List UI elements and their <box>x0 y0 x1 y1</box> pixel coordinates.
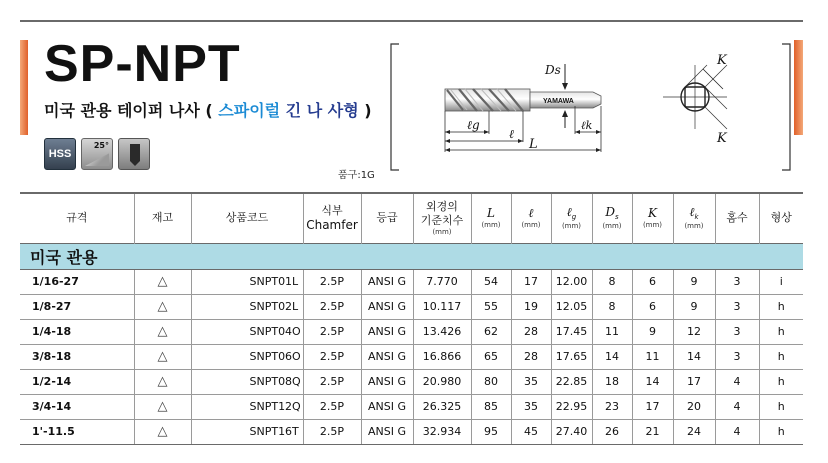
cell-ds: 8 <box>592 269 632 294</box>
cell-grade: ANSI G <box>361 419 413 444</box>
cell-chamfer: 2.5P <box>303 419 361 444</box>
cell-lk: 14 <box>673 344 715 369</box>
cell-lk: 17 <box>673 369 715 394</box>
cell-grade: ANSI G <box>361 344 413 369</box>
cell-pitch: 7.770 <box>413 269 471 294</box>
cell-lg: 12.00 <box>551 269 592 294</box>
cell-stock: △ <box>134 319 191 344</box>
cell-pitch: 32.934 <box>413 419 471 444</box>
hss-material-icon <box>44 138 76 170</box>
cell-shape: h <box>759 369 803 394</box>
header-size: 규격 <box>20 193 134 243</box>
cell-lg: 22.85 <box>551 369 592 394</box>
brand-label: YAMAWA <box>543 98 574 105</box>
helix-angle-label: 25° <box>93 141 109 150</box>
cell-lk: 12 <box>673 319 715 344</box>
top-rule <box>20 20 803 22</box>
header-lk: ℓ$_k$ (mm) <box>673 193 715 243</box>
table-row <box>20 419 803 444</box>
cell-ds: 11 <box>592 319 632 344</box>
subtitle-spiral: 스파이럴 <box>218 101 281 120</box>
cell-lk: 9 <box>673 269 715 294</box>
cell-chamfer: 2.5P <box>303 344 361 369</box>
cell-stock: △ <box>134 344 191 369</box>
cell-code: SNPT16T <box>191 419 303 444</box>
feature-badges <box>44 138 150 170</box>
cell-ds: 23 <box>592 394 632 419</box>
right-bracket <box>782 44 790 170</box>
cell-pitch: 16.866 <box>413 344 471 369</box>
cell-grade: ANSI G <box>361 369 413 394</box>
header-l: ℓ (mm) <box>511 193 551 243</box>
wedge-shape <box>85 148 109 166</box>
header-lg: ℓ$_g$ (mm) <box>551 193 592 243</box>
cell-k: 21 <box>632 419 673 444</box>
cell-L: 55 <box>471 294 511 319</box>
cell-pitch: 13.426 <box>413 319 471 344</box>
accent-bar-right <box>794 40 803 135</box>
product-mark: 품구:1G <box>338 170 375 181</box>
lg-label: ℓg <box>467 118 480 132</box>
cell-L: 80 <box>471 369 511 394</box>
cell-stock: △ <box>134 294 191 319</box>
cell-stock: △ <box>134 394 191 419</box>
cell-lg: 22.95 <box>551 394 592 419</box>
cell-k: 6 <box>632 269 673 294</box>
cell-shape: h <box>759 419 803 444</box>
cell-chamfer: 2.5P <box>303 294 361 319</box>
cell-code: SNPT01L <box>191 269 303 294</box>
cell-lg: 17.45 <box>551 319 592 344</box>
cell-flutes: 4 <box>715 369 759 394</box>
hole-shape <box>130 144 140 161</box>
cell-L: 65 <box>471 344 511 369</box>
header-pitch: 외경의 기준치수 (mm) <box>413 193 471 243</box>
cell-ds: 14 <box>592 344 632 369</box>
helix-angle-icon <box>81 138 113 170</box>
k-bottom-label: K <box>717 131 727 146</box>
cell-size: 3/4-14 <box>20 394 134 419</box>
cell-stock: △ <box>134 369 191 394</box>
square-drive-icon <box>663 65 727 129</box>
header-code: 상품코드 <box>191 193 303 243</box>
table-row <box>20 294 803 319</box>
cell-code: SNPT06O <box>191 344 303 369</box>
ds-label: Ds <box>545 63 561 77</box>
header-L: L (mm) <box>471 193 511 243</box>
hole-tip-shape <box>130 161 140 166</box>
cell-pitch: 20.980 <box>413 369 471 394</box>
tap-diagram <box>385 42 795 172</box>
header-k: K (mm) <box>632 193 673 243</box>
tap-icon <box>445 89 601 111</box>
cell-lk: 24 <box>673 419 715 444</box>
cell-L: 62 <box>471 319 511 344</box>
cell-code: SNPT08Q <box>191 369 303 394</box>
cell-k: 17 <box>632 394 673 419</box>
cell-shape: h <box>759 294 803 319</box>
cell-chamfer: 2.5P <box>303 319 361 344</box>
table-row <box>20 269 803 294</box>
cell-ds: 18 <box>592 369 632 394</box>
cell-size: 1/16-27 <box>20 269 134 294</box>
cell-pitch: 10.117 <box>413 294 471 319</box>
blind-hole-icon <box>118 138 150 170</box>
cell-shape: h <box>759 394 803 419</box>
cell-grade: ANSI G <box>361 319 413 344</box>
header-grade: 등급 <box>361 193 413 243</box>
cell-code: SNPT12Q <box>191 394 303 419</box>
k-top-label: K <box>717 53 727 68</box>
cell-grade: ANSI G <box>361 294 413 319</box>
cell-chamfer: 2.5P <box>303 369 361 394</box>
cell-k: 14 <box>632 369 673 394</box>
cell-code: SNPT04O <box>191 319 303 344</box>
cell-ds: 26 <box>592 419 632 444</box>
cell-lk: 20 <box>673 394 715 419</box>
table-row <box>20 344 803 369</box>
accent-bar-left <box>20 40 28 135</box>
cell-l: 35 <box>511 369 551 394</box>
cell-l: 28 <box>511 319 551 344</box>
section-label: 미국 관용 <box>20 243 803 269</box>
cell-flutes: 3 <box>715 269 759 294</box>
cell-l: 17 <box>511 269 551 294</box>
cell-l: 28 <box>511 344 551 369</box>
cell-lk: 9 <box>673 294 715 319</box>
product-subtitle <box>44 98 372 121</box>
cell-size: 1/8-27 <box>20 294 134 319</box>
table-row <box>20 369 803 394</box>
left-bracket <box>391 44 399 170</box>
subtitle-end: ) <box>364 101 372 120</box>
product-title: SP-NPT <box>44 35 241 93</box>
cell-size: 3/8-18 <box>20 344 134 369</box>
subtitle-main: 미국 관용 테이퍼 나사 ( <box>44 101 213 120</box>
section-row <box>20 243 803 269</box>
cell-shape: h <box>759 344 803 369</box>
cell-flutes: 4 <box>715 419 759 444</box>
cell-stock: △ <box>134 419 191 444</box>
cell-shape: i <box>759 269 803 294</box>
cell-lg: 17.65 <box>551 344 592 369</box>
hss-label: HSS <box>48 148 72 160</box>
table-row <box>20 394 803 419</box>
cell-l: 45 <box>511 419 551 444</box>
cell-flutes: 3 <box>715 294 759 319</box>
cell-L: 95 <box>471 419 511 444</box>
cell-code: SNPT02L <box>191 294 303 319</box>
spec-table <box>20 192 803 445</box>
cell-L: 54 <box>471 269 511 294</box>
cell-ds: 8 <box>592 294 632 319</box>
header-chamfer: 식부 Chamfer <box>303 193 361 243</box>
header-flutes: 홈수 <box>715 193 759 243</box>
cell-grade: ANSI G <box>361 394 413 419</box>
table-header-row <box>20 193 803 243</box>
subtitle-long-thread: 긴 나 사형 <box>285 101 359 120</box>
cell-size: 1/4-18 <box>20 319 134 344</box>
cell-flutes: 3 <box>715 319 759 344</box>
cell-l: 35 <box>511 394 551 419</box>
cell-lg: 12.05 <box>551 294 592 319</box>
cell-shape: h <box>759 319 803 344</box>
cell-stock: △ <box>134 269 191 294</box>
cell-flutes: 4 <box>715 394 759 419</box>
header-ds: $D_s$ (mm) <box>592 193 632 243</box>
cell-flutes: 3 <box>715 344 759 369</box>
L-label: L <box>529 137 538 152</box>
cell-chamfer: 2.5P <box>303 269 361 294</box>
header-shape: 형상 <box>759 193 803 243</box>
cell-k: 6 <box>632 294 673 319</box>
cell-pitch: 26.325 <box>413 394 471 419</box>
cell-k: 11 <box>632 344 673 369</box>
l-label: ℓ <box>509 127 514 141</box>
cell-k: 9 <box>632 319 673 344</box>
cell-L: 85 <box>471 394 511 419</box>
cell-l: 19 <box>511 294 551 319</box>
cell-grade: ANSI G <box>361 269 413 294</box>
cell-size: 1/2-14 <box>20 369 134 394</box>
header-stock: 재고 <box>134 193 191 243</box>
cell-size: 1'-11.5 <box>20 419 134 444</box>
lk-label: ℓk <box>581 119 593 132</box>
cell-chamfer: 2.5P <box>303 394 361 419</box>
cell-lg: 27.40 <box>551 419 592 444</box>
table-row <box>20 319 803 344</box>
